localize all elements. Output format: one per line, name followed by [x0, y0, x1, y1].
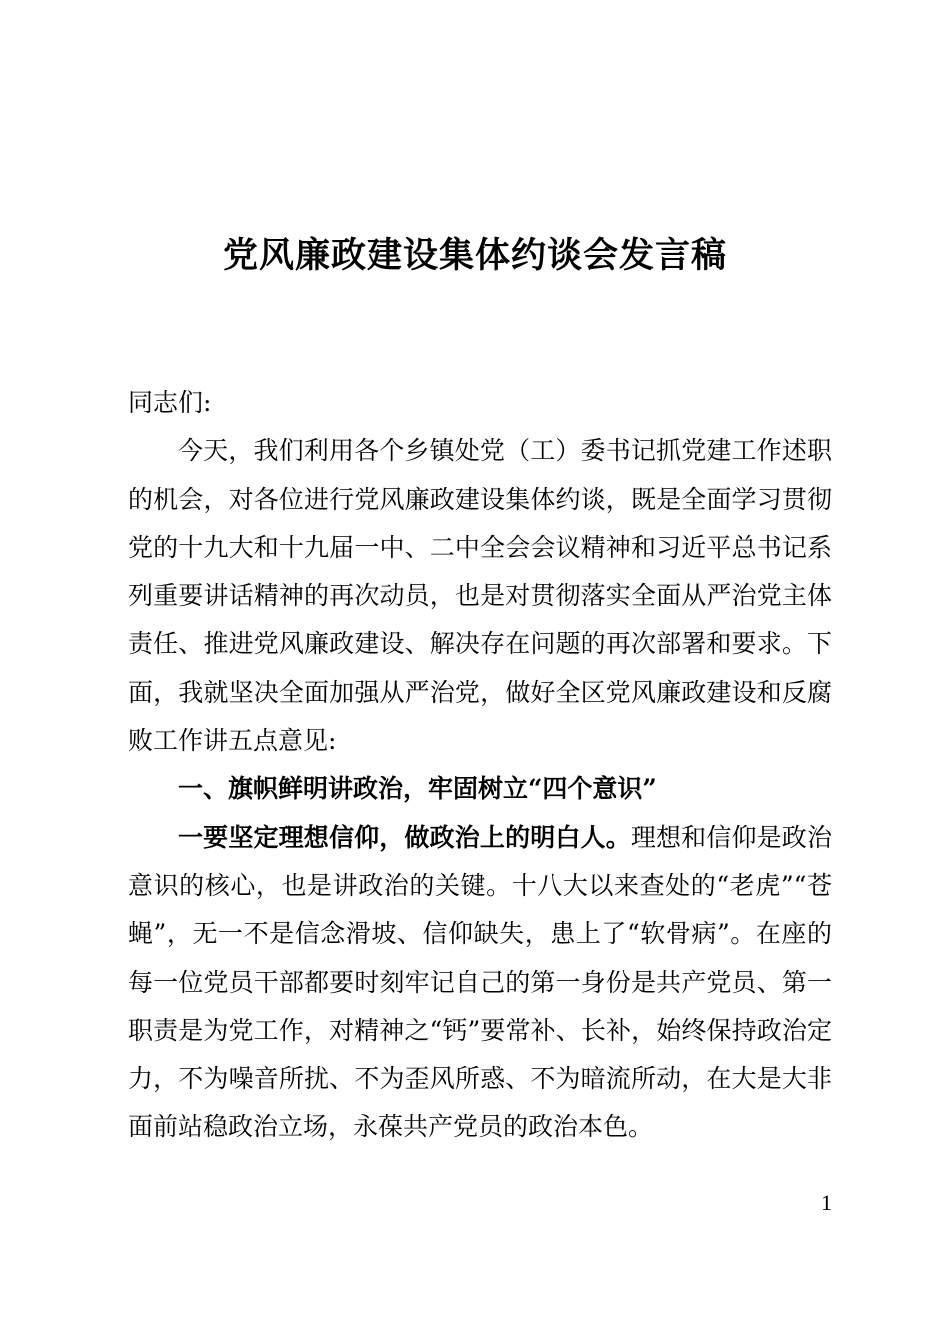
point-body: 理想和信仰是政治意识的核心，也是讲政治的关键。十八大以来查处的“老虎”“苍蝇”，无一不是信念滑坡、信仰缺失，患上了“软骨病”。在座的每一位党员干部都要时刻牢记自己的第一身份是共产党员、第一职责是为党工作，对精神之“钙”要常补、长补，始终保持政治定力，不为噪音所扰、不为歪风所惑、不为暗流所动，在大是大非面前站稳政治立场，永葆共产党员的政治本色。	[128, 822, 832, 1142]
document-title: 党风廉政建设集体约谈会发言稿	[222, 235, 727, 276]
point-paragraph	[128, 814, 832, 1152]
section-heading: 一、旗帜鲜明讲政治，牢固树立“四个意识”	[178, 774, 657, 804]
salutation: 同志们:	[128, 388, 212, 417]
point-lead: 一要坚定理想信仰，做政治上的明白人。	[178, 822, 631, 852]
intro-paragraph: 今天，我们利用各个乡镇处党（工）委书记抓党建工作述职的机会，对各位进行党风廉政建设集体约谈，既是全面学习贯彻党的十九大和十九届一中、二中全会会议精神和习近平总书记系列重要讲话精神的再次动员，也是对贯彻落实全面从严治党主体责任、推进党风廉政建设、解决存在问题的再次部署和要求。下面，我就坚决全面加强从严治党，做好全区党风廉政建设和反腐败工作讲五点意见:	[128, 436, 832, 756]
document-body	[128, 379, 832, 1152]
page-number: 1	[821, 1190, 832, 1215]
